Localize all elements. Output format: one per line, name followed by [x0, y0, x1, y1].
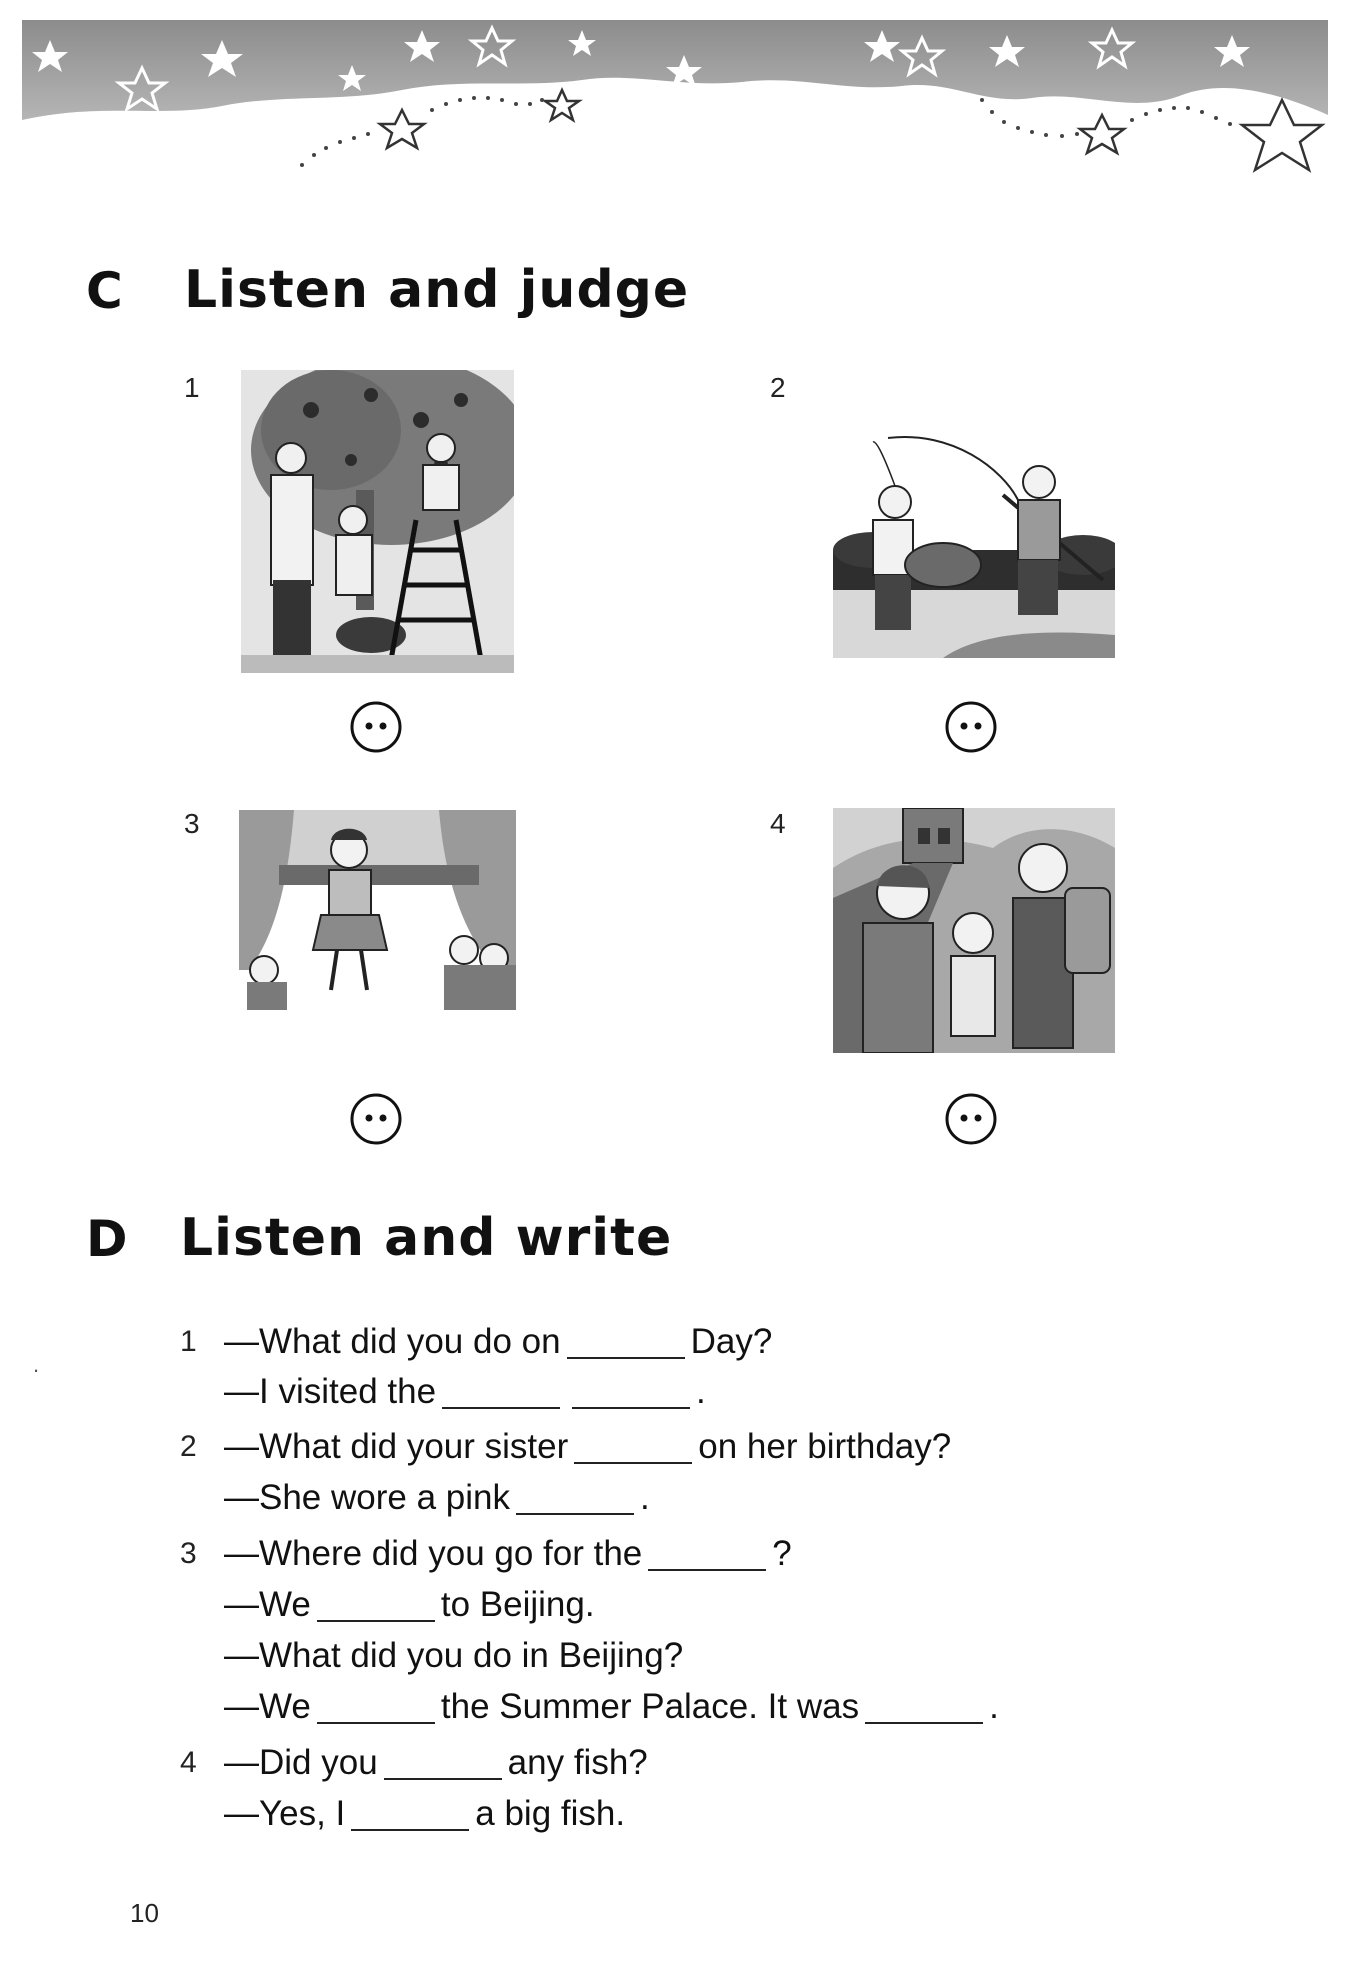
question-4-number: 4 — [180, 1746, 197, 1779]
question-3-line-2: —We to Beijing. — [224, 1585, 595, 1624]
answer-blank[interactable] — [317, 1694, 435, 1724]
stray-dot: . — [33, 1352, 40, 1377]
answer-blank[interactable] — [317, 1592, 435, 1622]
great-wall-picture — [833, 808, 1115, 1053]
question-1-number: 1 — [180, 1325, 197, 1358]
answer-blank[interactable] — [865, 1694, 983, 1724]
question-3-number: 3 — [180, 1537, 197, 1570]
question-1-line-2: —I visited the . — [224, 1372, 706, 1411]
picking-apples-picture — [241, 370, 514, 673]
answer-blank[interactable] — [567, 1329, 685, 1359]
fishing-picture — [833, 430, 1115, 658]
picture-1-number: 1 — [184, 372, 200, 403]
answer-blank[interactable] — [572, 1379, 690, 1409]
page-number: 10 — [130, 1898, 159, 1928]
answer-blank[interactable] — [442, 1379, 560, 1409]
question-3-line-4: —We the Summer Palace. It was . — [224, 1687, 999, 1726]
answer-blank[interactable] — [574, 1434, 692, 1464]
neutral-face-icon[interactable] — [349, 700, 403, 754]
girl-on-stage-picture — [239, 810, 516, 1010]
neutral-face-icon[interactable] — [944, 700, 998, 754]
section-d-letter: D — [86, 1210, 128, 1268]
question-4-line-1: —Did you any fish? — [224, 1743, 648, 1782]
answer-blank[interactable] — [516, 1485, 634, 1515]
answer-blank[interactable] — [384, 1750, 502, 1780]
section-d-title: Listen and write — [180, 1208, 673, 1268]
neutral-face-icon[interactable] — [944, 1092, 998, 1146]
question-3-line-1: —Where did you go for the ? — [224, 1534, 792, 1573]
picture-2-number: 2 — [770, 372, 786, 403]
question-2-line-2: —She wore a pink . — [224, 1478, 650, 1517]
stars-banner — [22, 20, 1328, 210]
section-c-letter: C — [86, 262, 123, 320]
question-2-line-1: —What did your sister on her birthday? — [224, 1427, 952, 1466]
section-c-title: Listen and judge — [184, 260, 690, 320]
answer-blank[interactable] — [648, 1541, 766, 1571]
question-4-line-2: —Yes, I a big fish. — [224, 1794, 626, 1833]
answer-blank[interactable] — [351, 1801, 469, 1831]
question-2-number: 2 — [180, 1430, 197, 1463]
question-1-line-1: —What did you do on Day? — [224, 1322, 773, 1361]
picture-4-number: 4 — [770, 808, 786, 839]
picture-3-number: 3 — [184, 808, 200, 839]
neutral-face-icon[interactable] — [349, 1092, 403, 1146]
question-3-line-3: —What did you do in Beijing? — [224, 1636, 684, 1675]
